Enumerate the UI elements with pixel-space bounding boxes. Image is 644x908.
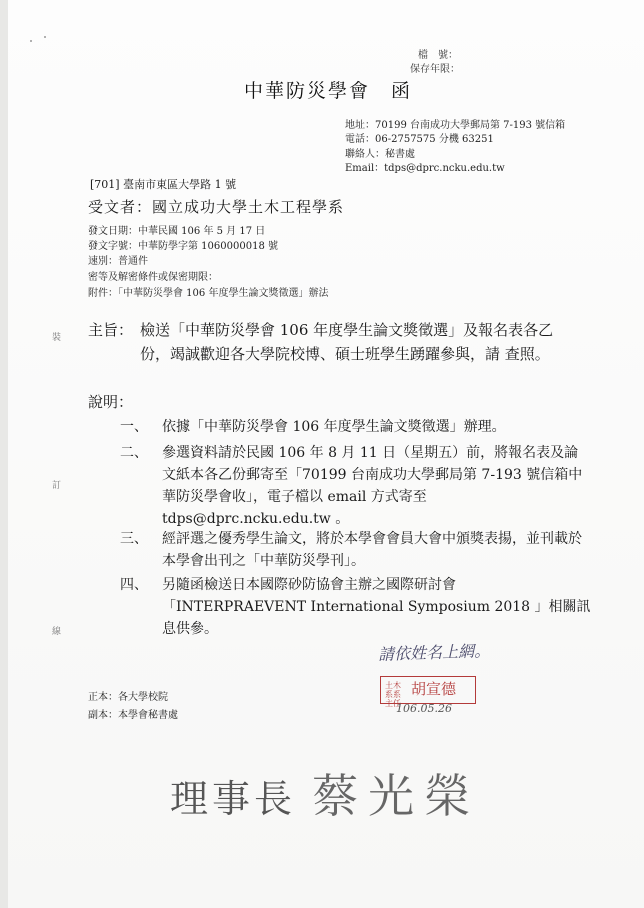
handwritten-note: 請依姓名上網。 <box>377 641 491 664</box>
sender-address: 地址：70199 台南成功大學郵局第 7-193 號信箱 <box>345 120 566 131</box>
file-number-label: 檔 號： <box>418 50 458 61</box>
item-number: 三、 <box>120 531 148 547</box>
scan-speck <box>44 36 46 38</box>
subject-text: 檢送「中華防災學會 106 年度學生論文獎徵選」及報名表各乙份，竭誠歡迎各大學院校博、碩士班學生踴躍參與，請 查照。 <box>140 321 554 363</box>
department-seal <box>380 676 476 708</box>
recipient: 受文者：國立成功大學土木工程學系 <box>88 198 345 216</box>
item-number: 二、 <box>120 445 148 461</box>
explanation-item <box>120 416 600 440</box>
signature-name: 蔡光榮 <box>312 769 481 823</box>
explanation-item <box>120 442 600 532</box>
issue-date: 發文日期：中華民國 106 年 5 月 17 日 <box>88 226 266 237</box>
explanation-item <box>120 528 600 574</box>
explanation-item <box>120 574 600 642</box>
item-text: 另隨函檢送日本國際砂防協會主辦之國際研討會「INTERPRAEVENT International Symposium 2018 」相關訊息供參。 <box>162 577 591 637</box>
signature-title: 理事長 <box>170 777 297 821</box>
item-text: 經評選之優秀學生論文，將於本學會會員大會中頒獎表揚，並刊載於本學會出刊之「中華防災學刊」。 <box>162 531 582 569</box>
attachment: 附件：「中華防災學會 106 年度學生論文獎徵選」辦法 <box>88 288 329 299</box>
sender-phone: 電話：06-2757575 分機 63251 <box>345 134 494 145</box>
sender-email: Email：tdps@dprc.ncku.edu.tw <box>345 163 505 174</box>
main-copy: 正本：各大學校院 <box>88 692 168 703</box>
chairman-signature <box>170 760 480 826</box>
recipient-address: [701] 臺南市東區大學路 1 號 <box>90 178 237 191</box>
subject-label: 主旨： <box>88 321 134 339</box>
binding-mark: 裝 <box>52 333 62 343</box>
item-number: 四、 <box>120 577 148 593</box>
speed-class: 速別：普通件 <box>88 256 148 267</box>
scan-speck <box>30 40 32 42</box>
retention-label: 保存年限： <box>410 64 460 75</box>
binding-mark: 訂 <box>52 481 62 491</box>
issue-number: 發文字號：中華防學字第 1060000018 號 <box>88 241 278 252</box>
explanation-label: 說明： <box>88 393 134 411</box>
scan-edge <box>0 0 8 908</box>
item-number: 一、 <box>120 419 148 435</box>
item-text: 依據「中華防災學會 106 年度學生論文獎徵選」辦理。 <box>162 419 506 435</box>
secondary-copy: 副本：本學會秘書處 <box>88 710 178 721</box>
seal-department: 土木系系主任 <box>385 681 401 708</box>
handwritten-date: 106.05.26 <box>396 702 452 715</box>
secrecy-level: 密等及解密條件或保密期限： <box>88 272 218 283</box>
seal-name: 胡宣德 <box>411 680 457 698</box>
binding-mark: 線 <box>52 627 62 637</box>
document-title: 中華防災學會 函 <box>244 80 413 102</box>
item-text: 參選資料請於民國 106 年 8 月 11 日（星期五）前，將報名表及論文紙本各乙份郵寄至「70199 台南成功大學郵局第 7-193 號信箱中華防災學會收」，電子檔以 email 方式寄至 tdps@dprc.ncku.edu.tw 。 <box>162 445 583 527</box>
contact-person: 聯絡人：秘書處 <box>345 149 415 160</box>
